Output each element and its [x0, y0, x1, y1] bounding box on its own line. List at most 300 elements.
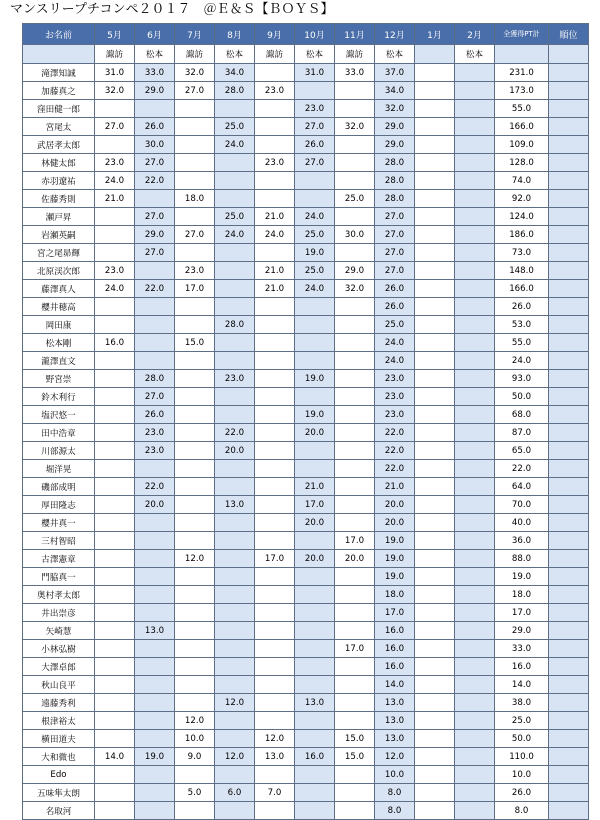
score-cell — [215, 730, 255, 748]
score-cell: 20.0 — [375, 496, 415, 514]
score-cell — [95, 802, 135, 820]
rank-cell — [549, 64, 589, 82]
score-cell — [255, 298, 295, 316]
score-cell — [415, 748, 455, 766]
score-cell: 6.0 — [215, 784, 255, 802]
score-cell — [175, 136, 215, 154]
player-name: 横田道夫 — [23, 730, 95, 748]
score-cell — [335, 82, 375, 100]
score-cell — [255, 136, 295, 154]
score-cell — [295, 802, 335, 820]
score-cell — [255, 352, 295, 370]
venue-name-cell — [23, 45, 95, 64]
score-cell — [255, 442, 295, 460]
score-cell: 7.0 — [255, 784, 295, 802]
score-cell — [295, 388, 335, 406]
score-cell: 17.0 — [375, 604, 415, 622]
score-cell: 14.0 — [95, 748, 135, 766]
total-cell: 26.0 — [495, 298, 549, 316]
total-cell: 10.0 — [495, 766, 549, 784]
score-cell — [175, 208, 215, 226]
score-cell — [135, 712, 175, 730]
score-cell: 16.0 — [295, 748, 335, 766]
score-cell — [335, 784, 375, 802]
score-cell — [135, 352, 175, 370]
venue-cell: 松本 — [215, 45, 255, 64]
score-cell — [335, 658, 375, 676]
total-cell: 110.0 — [495, 748, 549, 766]
score-cell — [335, 712, 375, 730]
header-month: 7月 — [175, 24, 215, 45]
score-cell — [295, 82, 335, 100]
score-cell — [215, 514, 255, 532]
score-cell: 30.0 — [335, 226, 375, 244]
score-cell — [255, 406, 295, 424]
score-cell: 20.0 — [215, 442, 255, 460]
table-row — [23, 802, 589, 820]
score-cell — [95, 514, 135, 532]
score-cell — [255, 694, 295, 712]
score-cell — [175, 514, 215, 532]
score-cell — [95, 658, 135, 676]
table-row — [23, 694, 589, 712]
score-cell: 32.0 — [335, 280, 375, 298]
score-cell: 25.0 — [335, 190, 375, 208]
score-cell: 16.0 — [95, 334, 135, 352]
score-cell — [135, 460, 175, 478]
score-cell: 19.0 — [375, 550, 415, 568]
score-cell: 12.0 — [215, 694, 255, 712]
score-cell: 27.0 — [295, 154, 335, 172]
table-row — [23, 118, 589, 136]
score-cell: 33.0 — [335, 64, 375, 82]
table-row — [23, 154, 589, 172]
score-cell: 10.0 — [375, 766, 415, 784]
score-cell: 13.0 — [135, 622, 175, 640]
score-cell — [175, 676, 215, 694]
table-row — [23, 730, 589, 748]
score-cell — [295, 352, 335, 370]
score-cell — [415, 298, 455, 316]
score-cell: 21.0 — [255, 208, 295, 226]
score-cell — [255, 586, 295, 604]
score-cell — [95, 442, 135, 460]
venue-cell: 諏訪 — [255, 45, 295, 64]
table-row — [23, 352, 589, 370]
score-cell — [295, 676, 335, 694]
score-cell — [95, 406, 135, 424]
score-cell — [215, 244, 255, 262]
score-cell — [95, 568, 135, 586]
rank-cell — [549, 568, 589, 586]
score-cell — [255, 496, 295, 514]
score-cell: 22.0 — [135, 172, 175, 190]
score-cell — [215, 190, 255, 208]
table-row — [23, 514, 589, 532]
score-cell — [455, 190, 495, 208]
total-cell: 74.0 — [495, 172, 549, 190]
score-cell: 17.0 — [335, 532, 375, 550]
score-cell — [95, 244, 135, 262]
table-row — [23, 640, 589, 658]
score-cell — [295, 622, 335, 640]
player-name: 野宮崇 — [23, 370, 95, 388]
score-cell — [335, 676, 375, 694]
score-cell — [335, 802, 375, 820]
score-cell: 23.0 — [255, 154, 295, 172]
score-cell — [175, 352, 215, 370]
score-cell: 23.0 — [135, 424, 175, 442]
rank-cell — [549, 658, 589, 676]
score-cell: 25.0 — [215, 208, 255, 226]
score-cell — [335, 100, 375, 118]
score-cell: 21.0 — [255, 262, 295, 280]
player-name: 窪田健一郎 — [23, 100, 95, 118]
table-row — [23, 262, 589, 280]
score-cell: 13.0 — [375, 694, 415, 712]
score-cell — [335, 586, 375, 604]
score-cell: 26.0 — [295, 136, 335, 154]
table-row — [23, 388, 589, 406]
total-cell: 38.0 — [495, 694, 549, 712]
score-cell: 12.0 — [175, 550, 215, 568]
score-cell — [215, 352, 255, 370]
player-name: 武居孝太郎 — [23, 136, 95, 154]
score-cell — [95, 730, 135, 748]
table-row — [23, 208, 589, 226]
score-cell — [335, 136, 375, 154]
table-row — [23, 604, 589, 622]
score-cell — [415, 82, 455, 100]
score-cell: 30.0 — [135, 136, 175, 154]
score-cell: 26.0 — [375, 298, 415, 316]
table-row — [23, 478, 589, 496]
player-name: 小林弘樹 — [23, 640, 95, 658]
score-cell: 24.0 — [215, 136, 255, 154]
score-cell — [415, 424, 455, 442]
score-cell — [415, 388, 455, 406]
score-cell: 23.0 — [375, 370, 415, 388]
rank-cell — [549, 226, 589, 244]
score-cell: 19.0 — [375, 532, 415, 550]
total-cell: 26.0 — [495, 784, 549, 802]
venue-cell: 松本 — [135, 45, 175, 64]
score-cell — [455, 154, 495, 172]
table-row — [23, 370, 589, 388]
total-cell: 50.0 — [495, 388, 549, 406]
score-cell — [415, 676, 455, 694]
score-cell — [335, 388, 375, 406]
score-cell: 20.0 — [135, 496, 175, 514]
score-cell — [455, 514, 495, 532]
standings-table — [22, 23, 589, 820]
player-name: 塩沢悠一 — [23, 406, 95, 424]
player-name: 宮尾太 — [23, 118, 95, 136]
score-cell — [255, 658, 295, 676]
score-cell: 23.0 — [295, 100, 335, 118]
score-cell — [95, 370, 135, 388]
total-cell: 40.0 — [495, 514, 549, 532]
score-cell — [335, 478, 375, 496]
score-cell: 17.0 — [295, 496, 335, 514]
score-cell — [415, 442, 455, 460]
rank-cell — [549, 802, 589, 820]
score-cell — [455, 478, 495, 496]
rank-cell — [549, 748, 589, 766]
total-cell: 109.0 — [495, 136, 549, 154]
player-name: 門脇真一 — [23, 568, 95, 586]
score-cell — [175, 442, 215, 460]
score-cell: 29.0 — [375, 118, 415, 136]
score-cell: 23.0 — [375, 388, 415, 406]
rank-cell — [549, 586, 589, 604]
score-cell — [95, 460, 135, 478]
score-cell — [415, 64, 455, 82]
score-cell — [135, 532, 175, 550]
score-cell: 24.0 — [215, 226, 255, 244]
score-cell: 27.0 — [375, 244, 415, 262]
player-name: 加藤真之 — [23, 82, 95, 100]
score-cell — [175, 424, 215, 442]
score-cell — [135, 262, 175, 280]
score-cell — [175, 154, 215, 172]
player-name: 滝澤知誠 — [23, 64, 95, 82]
table-row — [23, 712, 589, 730]
score-cell — [95, 100, 135, 118]
score-cell — [215, 712, 255, 730]
score-cell — [175, 604, 215, 622]
score-cell — [215, 622, 255, 640]
score-cell — [215, 802, 255, 820]
score-cell — [175, 802, 215, 820]
header-row — [23, 24, 589, 45]
score-cell — [455, 280, 495, 298]
score-cell: 14.0 — [375, 676, 415, 694]
score-cell — [415, 244, 455, 262]
score-cell — [335, 352, 375, 370]
score-cell — [135, 694, 175, 712]
score-cell — [455, 460, 495, 478]
score-cell: 19.0 — [295, 406, 335, 424]
score-cell — [335, 370, 375, 388]
score-cell — [455, 676, 495, 694]
score-cell — [175, 388, 215, 406]
score-cell: 18.0 — [175, 190, 215, 208]
score-cell — [415, 154, 455, 172]
table-row — [23, 550, 589, 568]
table-row — [23, 496, 589, 514]
score-cell — [95, 604, 135, 622]
score-cell: 28.0 — [215, 316, 255, 334]
score-cell — [255, 640, 295, 658]
score-cell — [335, 766, 375, 784]
score-cell — [455, 586, 495, 604]
score-cell — [215, 406, 255, 424]
score-cell: 25.0 — [295, 226, 335, 244]
venue-cell — [549, 45, 589, 64]
rank-cell — [549, 244, 589, 262]
rank-cell — [549, 280, 589, 298]
score-cell — [255, 766, 295, 784]
table-row — [23, 586, 589, 604]
score-cell — [415, 406, 455, 424]
score-cell — [295, 658, 335, 676]
score-cell: 20.0 — [295, 550, 335, 568]
rank-cell — [549, 100, 589, 118]
score-cell — [95, 784, 135, 802]
score-cell — [215, 550, 255, 568]
score-cell: 27.0 — [95, 118, 135, 136]
rank-cell — [549, 424, 589, 442]
header-name: お名前 — [23, 24, 95, 45]
player-name: 宮之尾昴輝 — [23, 244, 95, 262]
score-cell — [175, 568, 215, 586]
score-cell — [455, 100, 495, 118]
venue-row — [23, 45, 589, 64]
score-cell — [255, 244, 295, 262]
score-cell: 12.0 — [215, 748, 255, 766]
score-cell — [455, 658, 495, 676]
player-name: 五味隼太朗 — [23, 784, 95, 802]
score-cell — [295, 460, 335, 478]
score-cell — [135, 100, 175, 118]
score-cell: 24.0 — [375, 334, 415, 352]
score-cell — [415, 100, 455, 118]
rank-cell — [549, 694, 589, 712]
score-cell — [255, 334, 295, 352]
table-row — [23, 442, 589, 460]
score-cell — [95, 316, 135, 334]
score-cell — [255, 424, 295, 442]
score-cell — [215, 460, 255, 478]
rank-cell — [549, 406, 589, 424]
player-name: 田中浩章 — [23, 424, 95, 442]
score-cell — [415, 226, 455, 244]
table-row — [23, 676, 589, 694]
total-cell: 22.0 — [495, 460, 549, 478]
player-name: 瀧澤直文 — [23, 352, 95, 370]
score-cell — [255, 604, 295, 622]
total-cell: 73.0 — [495, 244, 549, 262]
score-cell — [335, 604, 375, 622]
total-cell: 231.0 — [495, 64, 549, 82]
total-cell: 19.0 — [495, 568, 549, 586]
rank-cell — [549, 460, 589, 478]
score-cell — [255, 532, 295, 550]
score-cell — [455, 712, 495, 730]
score-cell — [95, 136, 135, 154]
score-cell — [135, 730, 175, 748]
score-cell — [95, 424, 135, 442]
score-cell — [215, 532, 255, 550]
score-cell — [255, 64, 295, 82]
score-cell — [255, 568, 295, 586]
score-cell — [455, 784, 495, 802]
score-cell: 12.0 — [255, 730, 295, 748]
score-cell — [415, 784, 455, 802]
score-cell — [295, 568, 335, 586]
header-month: 11月 — [335, 24, 375, 45]
score-cell — [215, 280, 255, 298]
player-name: 赤羽遼祐 — [23, 172, 95, 190]
player-name: 大澤卓郎 — [23, 658, 95, 676]
score-cell: 22.0 — [375, 460, 415, 478]
score-cell: 27.0 — [175, 82, 215, 100]
player-name: 根津裕太 — [23, 712, 95, 730]
score-cell — [255, 802, 295, 820]
score-cell — [335, 208, 375, 226]
score-cell: 24.0 — [295, 208, 335, 226]
score-cell: 25.0 — [215, 118, 255, 136]
score-cell — [455, 802, 495, 820]
total-cell: 25.0 — [495, 712, 549, 730]
header-month: 2月 — [455, 24, 495, 45]
score-cell — [455, 568, 495, 586]
total-cell: 29.0 — [495, 622, 549, 640]
player-name: 櫻井穂高 — [23, 298, 95, 316]
score-cell: 27.0 — [135, 208, 175, 226]
score-cell — [415, 280, 455, 298]
score-cell — [335, 298, 375, 316]
rank-cell — [549, 766, 589, 784]
table-row — [23, 100, 589, 118]
player-name: 厚田隆志 — [23, 496, 95, 514]
table-row — [23, 622, 589, 640]
total-cell: 17.0 — [495, 604, 549, 622]
table-row — [23, 190, 589, 208]
rank-cell — [549, 298, 589, 316]
score-cell — [215, 478, 255, 496]
score-cell — [175, 532, 215, 550]
table-row — [23, 298, 589, 316]
score-cell — [175, 694, 215, 712]
score-cell — [415, 766, 455, 784]
score-cell — [95, 676, 135, 694]
score-cell: 21.0 — [375, 478, 415, 496]
score-cell — [135, 190, 175, 208]
score-cell — [95, 226, 135, 244]
score-cell — [255, 370, 295, 388]
score-cell — [415, 334, 455, 352]
score-cell — [255, 100, 295, 118]
score-cell — [255, 460, 295, 478]
score-cell — [455, 406, 495, 424]
venue-cell: 諏訪 — [335, 45, 375, 64]
player-name: 三村智昭 — [23, 532, 95, 550]
player-name: 岩瀬英嗣 — [23, 226, 95, 244]
rank-cell — [549, 208, 589, 226]
score-cell — [335, 244, 375, 262]
score-cell — [415, 460, 455, 478]
score-cell — [455, 532, 495, 550]
score-cell — [175, 478, 215, 496]
score-cell — [455, 136, 495, 154]
score-cell: 28.0 — [375, 172, 415, 190]
rank-cell — [549, 316, 589, 334]
score-cell — [215, 604, 255, 622]
score-cell — [335, 154, 375, 172]
total-cell: 64.0 — [495, 478, 549, 496]
player-name: 磯部成明 — [23, 478, 95, 496]
score-cell: 15.0 — [335, 748, 375, 766]
player-name: 岡田康 — [23, 316, 95, 334]
score-cell: 15.0 — [335, 730, 375, 748]
table-row — [23, 334, 589, 352]
score-cell: 31.0 — [95, 64, 135, 82]
player-name: 井出崇彦 — [23, 604, 95, 622]
table-row — [23, 406, 589, 424]
score-cell: 20.0 — [375, 514, 415, 532]
